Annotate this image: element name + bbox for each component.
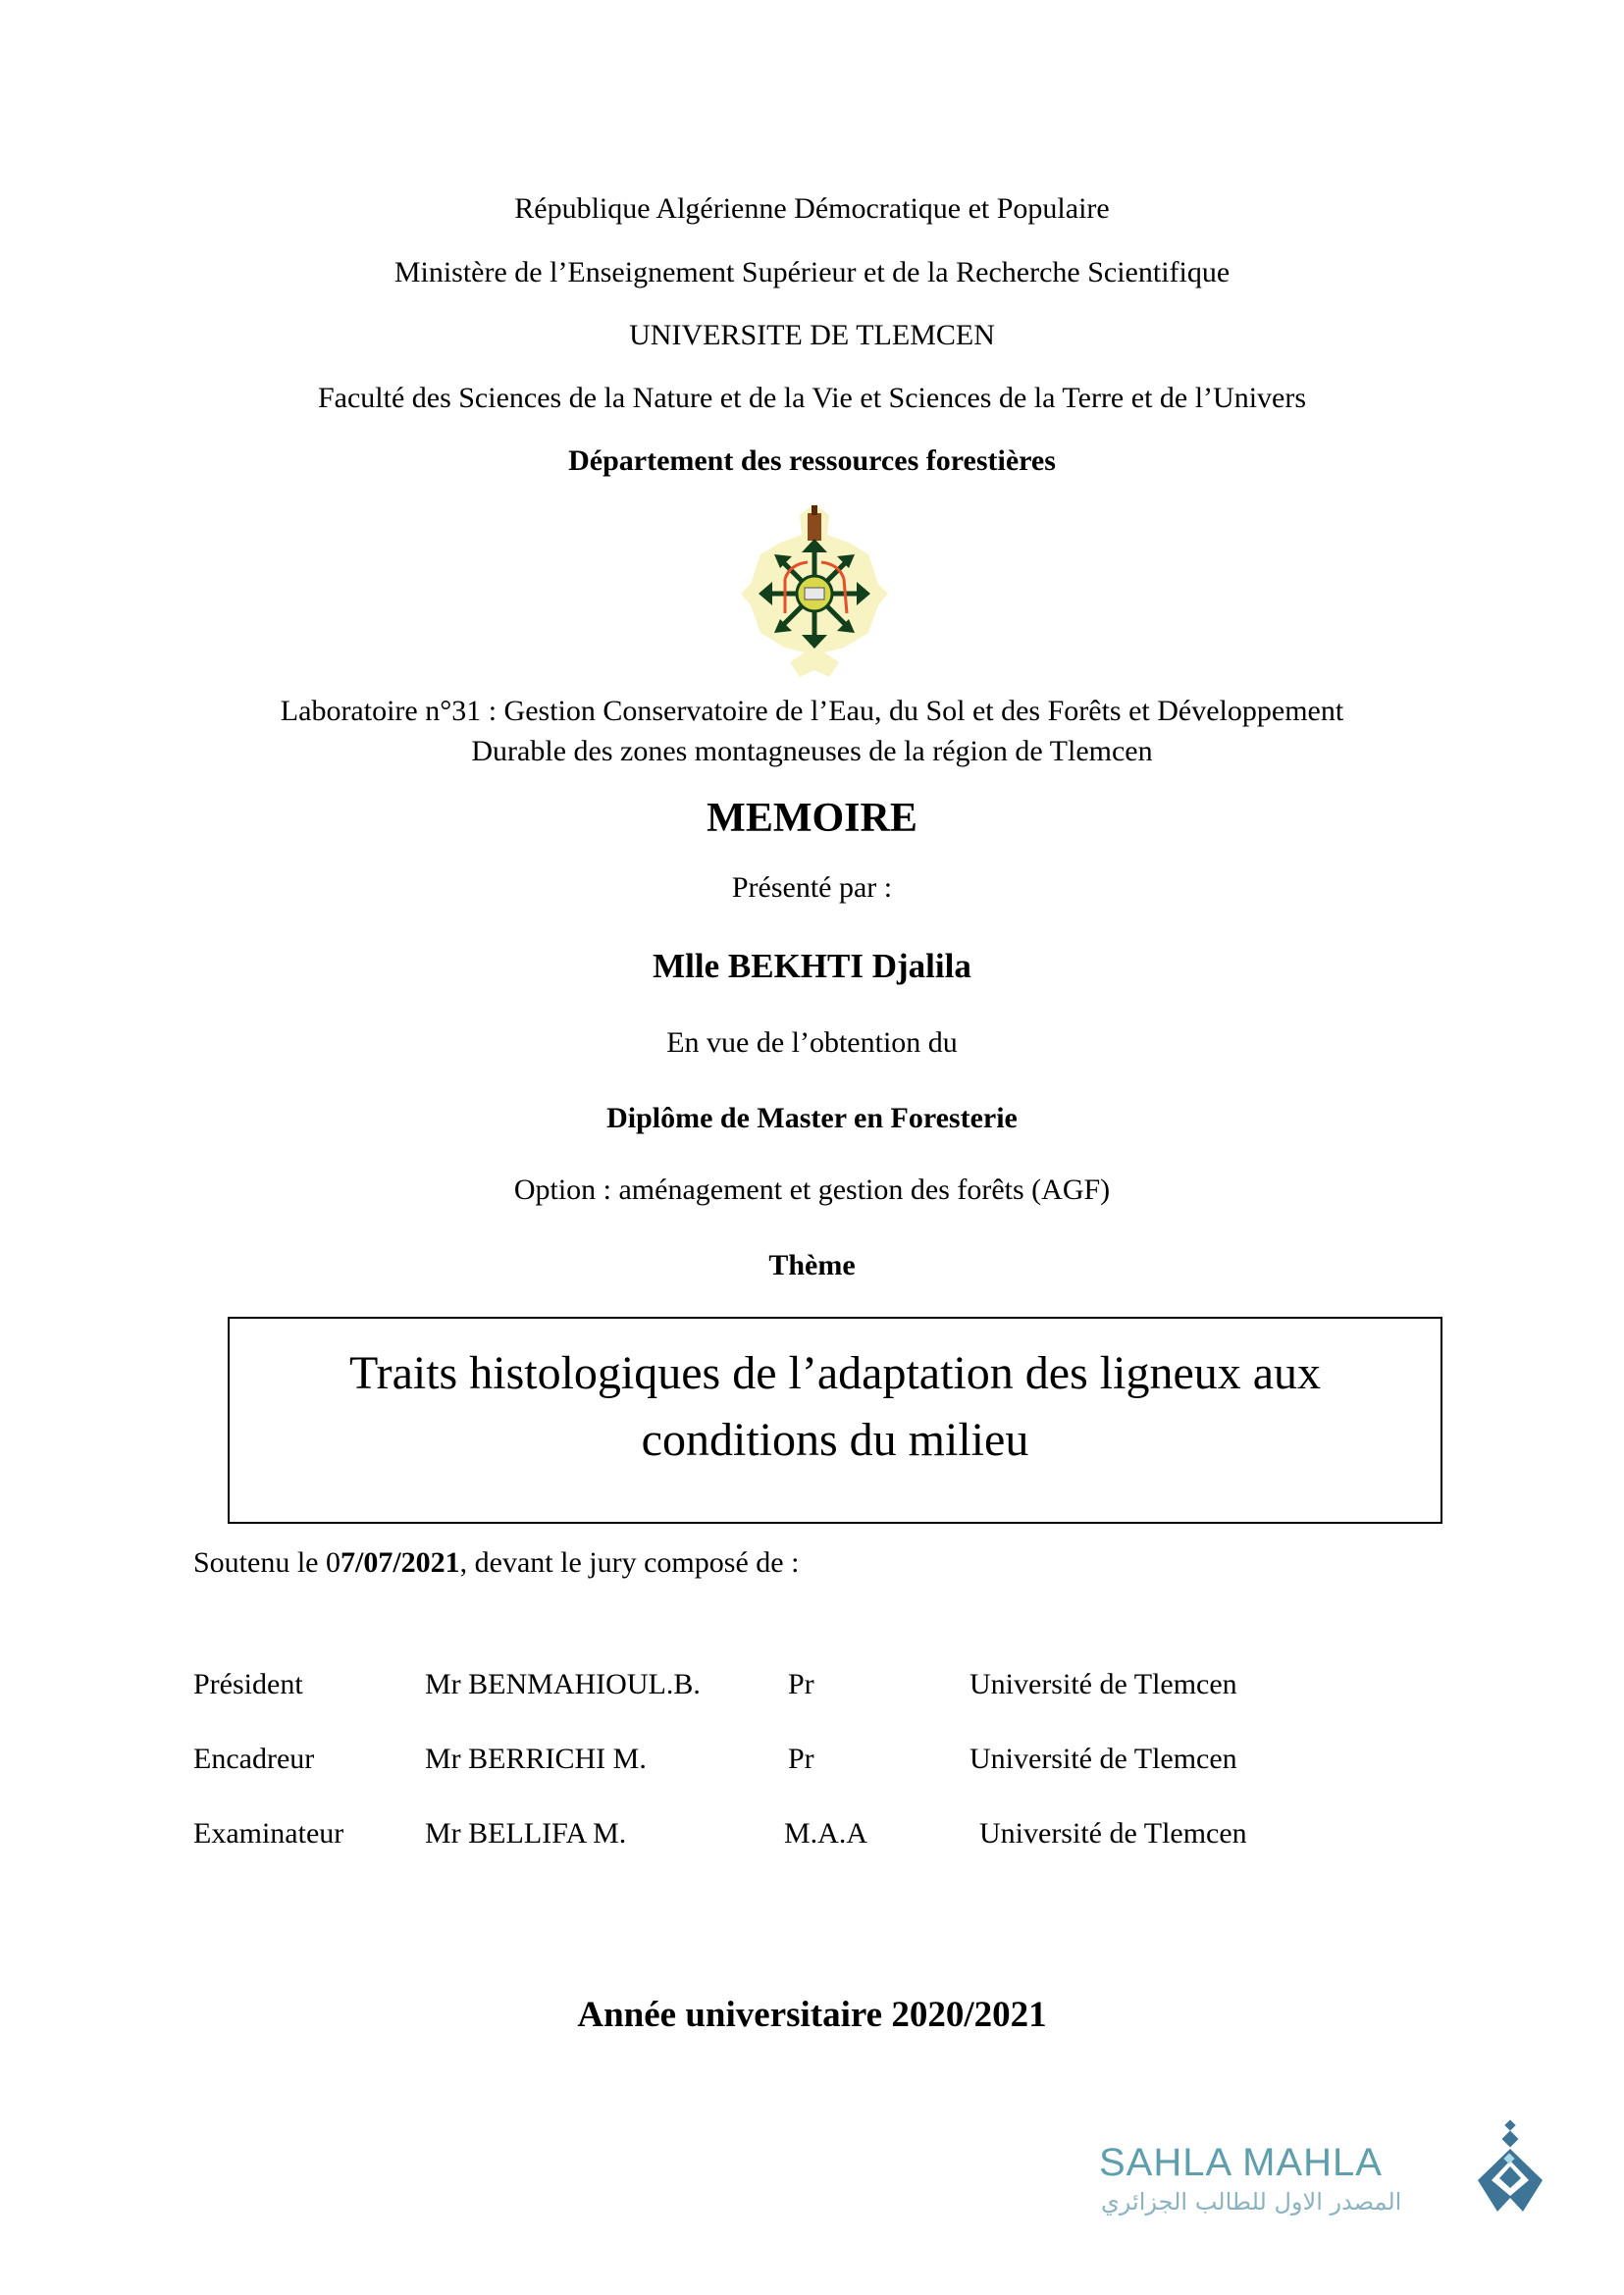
presented-by-label: Présenté par :: [731, 871, 893, 904]
diploma-line: Diplôme de Master en Foresterie: [606, 1102, 1018, 1134]
jury-institution: Université de Tlemcen: [969, 1743, 1237, 1775]
jury-institution: Université de Tlemcen: [979, 1817, 1247, 1850]
sahla-mahla-calligraphy-icon: [1472, 2119, 1550, 2217]
jury-name: Mr BELLIFA M.: [425, 1817, 627, 1850]
university-of-tlemcen-emblem-icon: [731, 496, 898, 677]
defense-line: [193, 1545, 799, 1581]
ministry-line: Ministère de l’Enseignement Supérieur et de la Recherche Scientifique: [393, 256, 1231, 288]
memoire-title: MEMOIRE: [707, 796, 917, 841]
defense-date: 7/07/2021: [341, 1546, 460, 1579]
jury-grade: Pr: [788, 1743, 814, 1775]
jury-grade: Pr: [788, 1668, 814, 1700]
laboratory-line-1: Laboratoire n°31 : Gestion Conservatoire de l’Eau, du Sol et des Forêts et Développement: [280, 695, 1344, 727]
jury-role: Encadreur: [193, 1743, 315, 1775]
sahla-mahla-watermark: [1089, 2119, 1560, 2237]
obtention-line: En vue de l’obtention du: [666, 1026, 958, 1059]
jury-grade: M.A.A: [784, 1817, 868, 1850]
department-line: Département des ressources forestières: [568, 444, 1056, 477]
option-line: Option : aménagement et gestion des forêts (AGF): [513, 1174, 1111, 1206]
university-line: UNIVERSITE DE TLEMCEN: [629, 319, 995, 351]
jury-role: Examinateur: [193, 1817, 344, 1850]
republic-line: République Algérienne Démocratique et Populaire: [514, 192, 1110, 225]
author-name: Mlle BEKHTI Djalila: [653, 947, 971, 985]
jury-role: Président: [193, 1668, 303, 1700]
sahla-mahla-brand: SAHLA MAHLA: [1099, 2141, 1383, 2184]
theme-title-line-2: conditions du milieu: [641, 1414, 1029, 1466]
jury-name: Mr BERRICHI M.: [425, 1743, 647, 1775]
sahla-mahla-tagline: المصدر الاول للطالب الجزائري: [1101, 2188, 1402, 2216]
theme-label: Thème: [768, 1249, 856, 1281]
theme-title-line-1: Traits histologiques de l’adaptation des ligneux aux: [348, 1347, 1322, 1399]
faculty-line: Faculté des Sciences de la Nature et de la Vie et Sciences de la Terre et de l’Univers: [317, 382, 1307, 414]
laboratory-line-2: Durable des zones montagneuses de la région de Tlemcen: [471, 735, 1153, 767]
jury-name: Mr BENMAHIOUL.B.: [425, 1668, 701, 1700]
defense-prefix: Soutenu le 0: [193, 1546, 341, 1579]
theme-box: [228, 1317, 1442, 1524]
defense-suffix: , devant le jury composé de :: [459, 1546, 800, 1579]
jury-institution: Université de Tlemcen: [969, 1668, 1237, 1700]
academic-year: Année universitaire 2020/2021: [577, 1995, 1047, 2035]
